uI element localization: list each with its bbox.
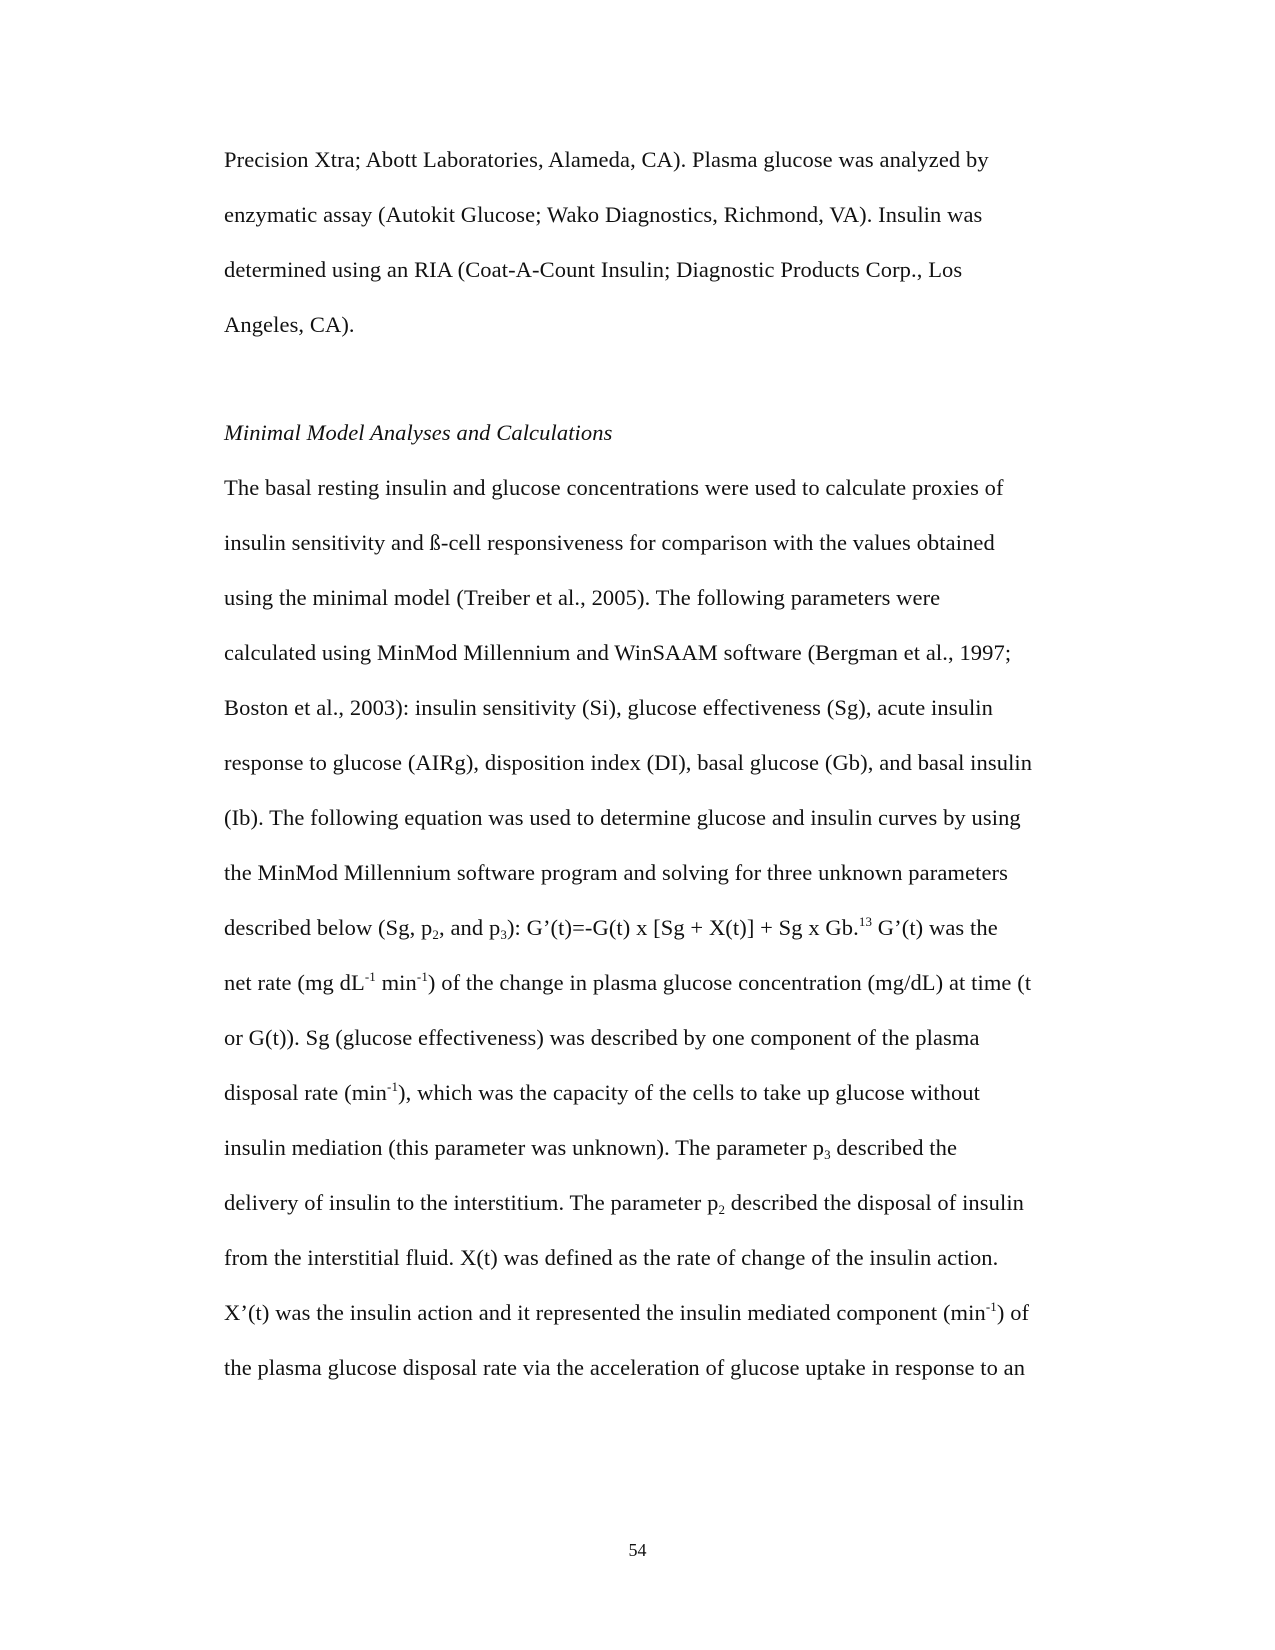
paragraph-2-line-17: the plasma glucose disposal rate via the acceleration of glucose uptake in response to an [224, 1355, 1026, 1380]
paragraph-1-line-3: determined using an RIA (Coat-A-Count Insulin; Diagnostic Products Corp., Los [224, 257, 963, 282]
paragraph-2-line-4: calculated using MinMod Millennium and WinSAAM software (Bergman et al., 1997; [224, 640, 1012, 665]
paragraph-2-line-9 [224, 913, 998, 943]
line-9-text-a: described below (Sg, p [224, 915, 433, 940]
paragraph-2-line-13 [224, 1133, 957, 1163]
line-14-text-b: described the disposal of insulin [725, 1190, 1025, 1215]
paragraph-2-line-11: or G(t)). Sg (glucose effectiveness) was described by one component of the plasma [224, 1025, 980, 1050]
subscript-2: 2 [718, 1202, 726, 1217]
exponent-min: -1 [985, 1299, 997, 1314]
line-13-text-b: described the [830, 1135, 958, 1160]
paragraph-2-line-10 [224, 968, 1031, 998]
paragraph-2-line-12 [224, 1078, 980, 1108]
line-9-text-b: , and p [439, 915, 501, 940]
line-13-text-a: insulin mediation (this parameter was unknown). The parameter p [224, 1135, 825, 1160]
section-heading: Minimal Model Analyses and Calculations [224, 420, 613, 445]
subscript-3: 3 [500, 927, 507, 942]
exponent-min: -1 [387, 1079, 399, 1094]
subscript-2: 2 [432, 927, 440, 942]
paragraph-1-line-2: enzymatic assay (Autokit Glucose; Wako Diagnostics, Richmond, VA). Insulin was [224, 202, 983, 227]
paragraph-2-line-3: using the minimal model (Treiber et al., 2005). The following parameters were [224, 585, 941, 610]
subscript-3: 3 [824, 1147, 831, 1162]
line-12-text-b: ), which was the capacity of the cells to take up glucose without [398, 1080, 980, 1105]
paragraph-2-line-5: Boston et al., 2003): insulin sensitivity (Si), glucose effectiveness (Sg), acute insulin [224, 695, 993, 720]
paragraph-2-line-14 [224, 1188, 1024, 1218]
line-10-text-b: min [375, 970, 417, 995]
line-9-text-d: G’(t) was the [872, 915, 998, 940]
paragraph-2-line-15: from the interstitial fluid. X(t) was defined as the rate of change of the insulin action. [224, 1245, 999, 1270]
paragraph-2-line-1: The basal resting insulin and glucose concentrations were used to calculate proxies of [224, 475, 1004, 500]
exponent-min: -1 [416, 969, 428, 984]
line-12-text-a: disposal rate (min [224, 1080, 388, 1105]
line-10-text-a: net rate (mg dL [224, 970, 365, 995]
exponent-dl: -1 [364, 969, 376, 984]
line-16-text-b: ) of [996, 1300, 1030, 1325]
citation-superscript: 13 [858, 914, 873, 929]
paragraph-2-line-8: the MinMod Millennium software program and solving for three unknown parameters [224, 860, 1008, 885]
line-14-text-a: delivery of insulin to the interstitium. The parameter p [224, 1190, 719, 1215]
line-9-equation: ): G’(t)=-G(t) x [Sg + X(t)] + Sg x Gb. [506, 915, 859, 940]
paragraph-2-line-6: response to glucose (AIRg), disposition index (DI), basal glucose (Gb), and basal insulin [224, 750, 1033, 775]
paragraph-1-line-4: Angeles, CA). [224, 312, 355, 337]
line-16-text-a: X’(t) was the insulin action and it represented the insulin mediated component (min [224, 1300, 986, 1325]
paragraph-2-line-16 [224, 1298, 1029, 1328]
paragraph-1-line-1: Precision Xtra; Abott Laboratories, Alameda, CA). Plasma glucose was analyzed by [224, 147, 989, 172]
line-10-text-c: ) of the change in plasma glucose concentration (mg/dL) at time (t [427, 970, 1032, 995]
paragraph-2-line-7: (Ib). The following equation was used to determine glucose and insulin curves by using [224, 805, 1021, 830]
paragraph-2-line-2: insulin sensitivity and ß-cell responsiveness for comparison with the values obtained [224, 530, 995, 555]
page-number: 54 [628, 1540, 647, 1560]
